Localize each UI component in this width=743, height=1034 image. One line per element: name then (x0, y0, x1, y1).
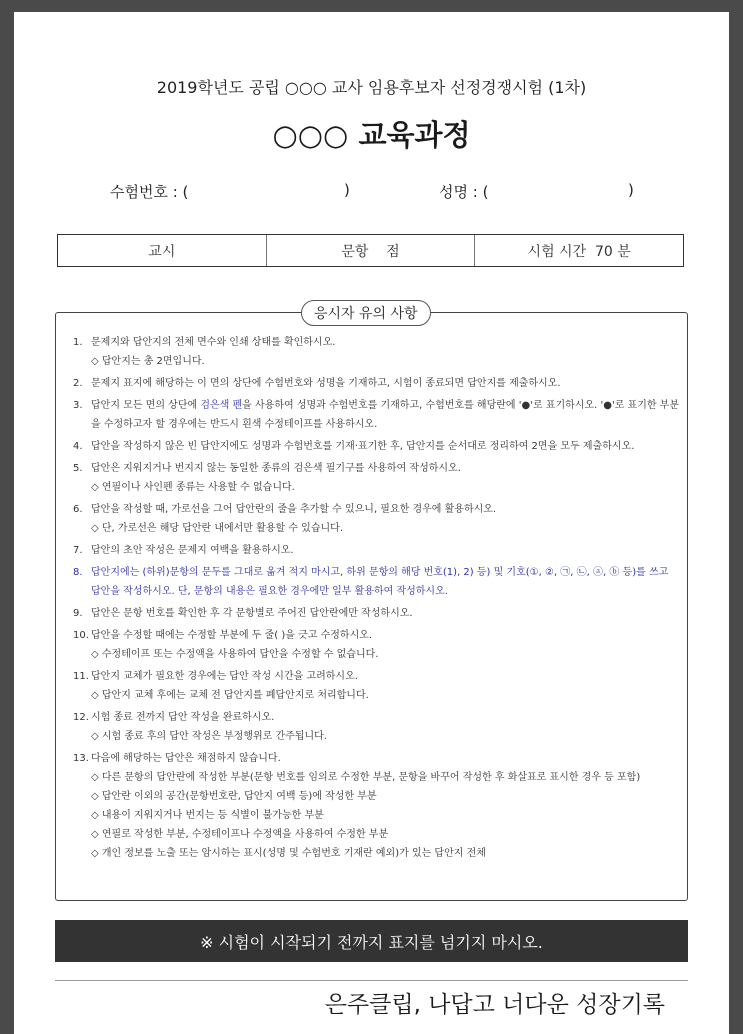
time-label: 시험 시간 70 분 (527, 243, 631, 260)
rule-text-pre: 답안지 모든 면의 상단에 (91, 400, 201, 411)
notice-title: 응시자 유의 사항 (301, 300, 431, 326)
rule-subnote: ◇ 답안란 이외의 공간(문항번호란, 답안지 여백 등)에 작성한 부분 (91, 791, 377, 802)
rule-subnote: ◇ 다른 문항의 답안란에 작성한 부분(문항 번호를 임의로 수정한 부분, 문항을 바꾸어 작성한 후 화살표로 표시한 경우 등 포함) (91, 772, 641, 783)
rule-number: 7. (73, 545, 83, 556)
rule-subnote: ◇ 연필로 작성한 부분, 수정테이프나 수정액을 사용하여 수정한 부분 (91, 829, 389, 840)
subject-title: ○○○ 교육과정 (272, 118, 471, 152)
rule-number: 11. (73, 671, 89, 682)
rule-item (73, 563, 679, 601)
rule-item (73, 500, 679, 519)
exam-info-table (57, 234, 684, 267)
rule-number: 6. (73, 504, 83, 515)
rule-number: 2. (73, 378, 83, 389)
rule-subnote: ◇ 답안지 교체 후에는 교체 전 답안지를 폐답안지로 처리합니다. (91, 690, 369, 701)
rule-text: 답안을 수정할 때에는 수정할 부분에 두 줄( )을 긋고 수정하시오. (91, 630, 373, 641)
rule-item (73, 708, 679, 727)
rule-item (73, 667, 679, 686)
rule-text: 문제지와 답안지의 전체 면수와 인쇄 상태를 확인하시오. (91, 337, 336, 348)
rule-text: 답안을 작성할 때, 가로선을 그어 답안란의 줄을 추가할 수 있으니, 필요한 경우에 활용하시오. (91, 504, 497, 515)
rule-text: 답안을 작성하지 않은 빈 답안지에도 성명과 수험번호를 기재·표기한 후, 답안지를 순서대로 정리하여 2면을 모두 제출하시오. (91, 441, 635, 452)
rule-subnote: ◇ 답안지는 총 2면입니다. (91, 356, 205, 367)
footer-divider (55, 980, 688, 981)
rule-text: 답안지에는 (하위)문항의 문두를 그대로 옮겨 적지 마시고, 하위 문항의 해당 번호(1), 2) 등) 및 기호(①, ②, ㉠, ㉡, ⓐ, ⓑ 등)를 쓰고 답안을 작성하시오. 단, 문항의 내용은 필요한 경우에만 일부 활용하여 작성하시오. (91, 567, 669, 597)
rule-subnote: ◇ 수정테이프 또는 수정액을 사용하여 답안을 수정할 수 없습니다. (91, 649, 379, 660)
footer-watermark: 은주클립, 나답고 너다운 성장기록 (324, 992, 665, 1018)
rule-item (73, 604, 679, 623)
rule-text: 문제지 표지에 해당하는 이 면의 상단에 수험번호와 성명을 기재하고, 시험이 종료되면 답안지를 제출하시오. (91, 378, 561, 389)
exam-number-label: 수험번호 : ( (110, 183, 189, 201)
rule-subnote: ◇ 개인 정보를 노출 또는 암시하는 표시(성명 및 수험번호 기재란 예외)가 있는 답안지 전체 (91, 848, 486, 859)
rule-item (73, 374, 679, 393)
name-close: ) (628, 181, 634, 199)
rule-text (91, 396, 679, 434)
rule-number: 8. (73, 567, 83, 578)
questions-cell (266, 235, 475, 266)
rule-highlight: 검은색 펜 (200, 400, 243, 411)
rule-number: 5. (73, 463, 83, 474)
rule-item (73, 626, 679, 645)
rule-item (73, 333, 679, 352)
rule-number: 4. (73, 441, 83, 452)
exam-title: 2019학년도 공립 ○○○ 교사 임용후보자 선정경쟁시험 (1차) (156, 78, 587, 97)
rule-number: 3. (73, 400, 83, 411)
exam-number-close: ) (344, 181, 350, 199)
rule-text: 답안의 초안 작성은 문제지 여백을 활용하시오. (91, 545, 294, 556)
exam-number-field[interactable] (110, 181, 350, 202)
rule-text-post: 을 사용하여 성명과 수험번호를 기재하고, 수험번호를 해당란에 '●'로 표기하시오. '●'로 표기한 부분을 수정하고자 할 경우에는 반드시 흰색 수정테이프를 사용하시오. (91, 400, 680, 430)
questions-label: 문항 점 (341, 243, 400, 260)
rule-number: 10. (73, 630, 89, 641)
name-field[interactable] (439, 181, 634, 202)
rule-subnote: ◇ 시험 종료 후의 답안 작성은 부정행위로 간주됩니다. (91, 731, 327, 742)
rule-item (73, 541, 679, 560)
time-cell (474, 235, 683, 266)
period-label: 교시 (148, 243, 176, 260)
rule-item (73, 437, 679, 456)
rule-number: 9. (73, 608, 83, 619)
warning-banner: ※ 시험이 시작되기 전까지 표지를 넘기지 마시오. (55, 920, 688, 962)
rule-item (73, 396, 679, 434)
rule-subnote: ◇ 단, 가로선은 해당 답안란 내에서만 활용할 수 있습니다. (91, 523, 343, 534)
rule-number: 12. (73, 712, 89, 723)
rule-item (73, 749, 679, 768)
exam-cover-page (14, 12, 729, 1034)
rule-item (73, 459, 679, 478)
rule-subnote: ◇ 연필이나 사인펜 종류는 사용할 수 없습니다. (91, 482, 295, 493)
name-label: 성명 : ( (439, 183, 489, 201)
rule-text: 답안은 지워지거나 번지지 않는 동일한 종류의 검은색 필기구를 사용하여 작성하시오. (91, 463, 461, 474)
rule-subnote: ◇ 내용이 지워지거나 번지는 등 식별이 불가능한 부분 (91, 810, 324, 821)
rule-number: 1. (73, 337, 83, 348)
rule-text: 다음에 해당하는 답안은 채점하지 않습니다. (91, 753, 281, 764)
rules-list (73, 333, 679, 863)
notice-box (55, 306, 688, 901)
rule-number: 13. (73, 753, 89, 764)
rule-text: 답안은 문항 번호를 확인한 후 각 문항별로 주어진 답안란에만 작성하시오. (91, 608, 413, 619)
period-cell (58, 235, 266, 266)
rule-text: 답안지 교체가 필요한 경우에는 답안 작성 시간을 고려하시오. (91, 671, 358, 682)
rule-text: 시험 종료 전까지 답안 작성을 완료하시오. (91, 712, 275, 723)
